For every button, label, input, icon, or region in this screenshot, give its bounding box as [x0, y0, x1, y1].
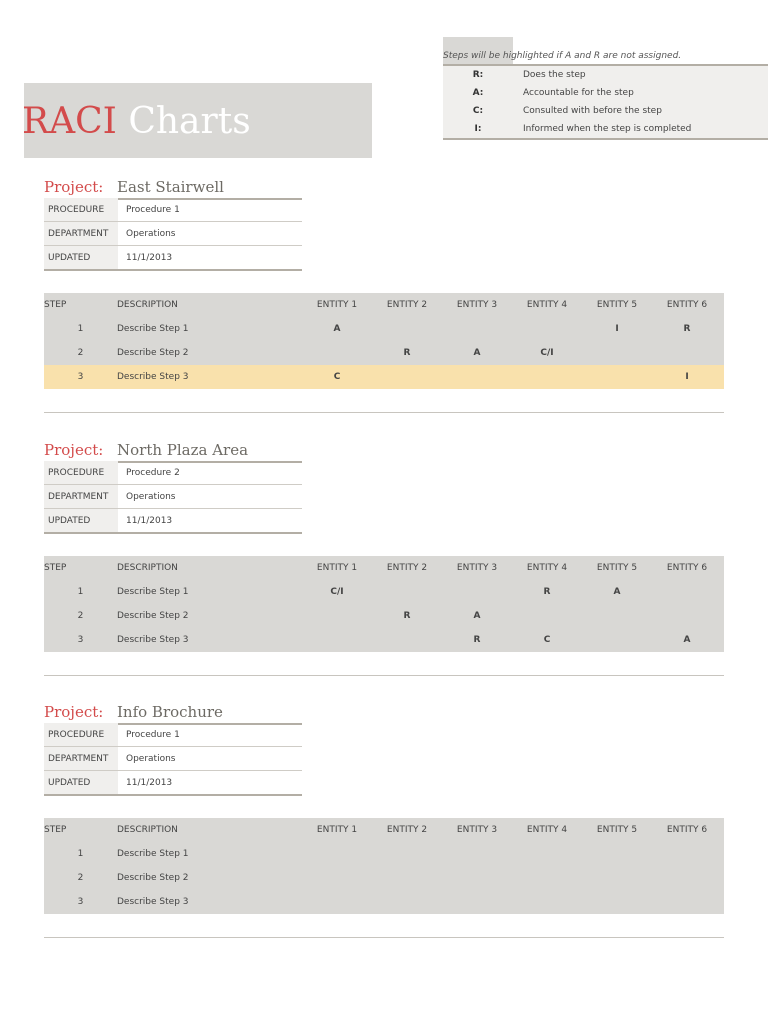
- raci-cell[interactable]: C/I: [330, 587, 344, 597]
- steps-table: [44, 818, 724, 914]
- step-description[interactable]: Describe Step 1: [117, 587, 189, 597]
- column-header-step: STEP: [44, 563, 67, 573]
- legend-desc: Informed when the step is completed: [523, 124, 692, 134]
- info-row-updated: [44, 246, 302, 271]
- column-header-entity-3: ENTITY 3: [456, 825, 498, 835]
- column-header-entity-5: ENTITY 5: [596, 825, 638, 835]
- raci-cell[interactable]: R: [403, 348, 411, 358]
- title-raci: RACI: [22, 101, 117, 142]
- updated-value[interactable]: 11/1/2013: [126, 777, 173, 788]
- info-label: PROCEDURE: [44, 198, 118, 221]
- section-divider: [44, 675, 724, 676]
- raci-cell[interactable]: C: [333, 372, 341, 382]
- step-description[interactable]: Describe Step 3: [117, 897, 189, 907]
- project-label: Project:: [44, 441, 104, 459]
- table-row: [44, 317, 724, 341]
- column-header-entity-1: ENTITY 1: [316, 825, 358, 835]
- step-number: 3: [77, 372, 84, 382]
- column-header-entity-1: ENTITY 1: [316, 563, 358, 573]
- step-number: 3: [77, 635, 84, 645]
- legend-key: I:: [474, 124, 482, 134]
- step-number: 1: [77, 324, 84, 334]
- step-number: 1: [77, 849, 84, 859]
- column-header-step: STEP: [44, 300, 67, 310]
- table-row: [44, 604, 724, 628]
- legend-row: [443, 120, 768, 138]
- section-divider: [44, 937, 724, 938]
- project-label: Project:: [44, 703, 104, 721]
- column-header-entity-2: ENTITY 2: [386, 825, 428, 835]
- table-row: [44, 866, 724, 890]
- step-number: 2: [77, 873, 84, 883]
- table-row: [44, 890, 724, 914]
- info-row-procedure: [44, 723, 302, 747]
- department-value[interactable]: Operations: [126, 753, 176, 764]
- step-description[interactable]: Describe Step 2: [117, 873, 189, 883]
- raci-cell[interactable]: C/I: [540, 348, 554, 358]
- column-header-entity-6: ENTITY 6: [666, 300, 708, 310]
- column-header-step: STEP: [44, 825, 67, 835]
- steps-table: [44, 556, 724, 652]
- column-header-description: DESCRIPTION: [117, 563, 178, 573]
- project-info-table: [44, 461, 302, 534]
- column-header-entity-5: ENTITY 5: [596, 563, 638, 573]
- raci-cell[interactable]: A: [683, 635, 691, 645]
- step-description[interactable]: Describe Step 1: [117, 324, 189, 334]
- table-row: [44, 341, 724, 365]
- project-label: Project:: [44, 178, 104, 196]
- column-header-entity-3: ENTITY 3: [456, 563, 498, 573]
- column-header-entity-3: ENTITY 3: [456, 300, 498, 310]
- step-description[interactable]: Describe Step 2: [117, 611, 189, 621]
- info-row-department: [44, 222, 302, 246]
- department-value[interactable]: Operations: [126, 228, 176, 239]
- legend-desc: Accountable for the step: [523, 88, 634, 98]
- project-heading: [44, 701, 302, 725]
- legend-desc: Does the step: [523, 70, 586, 80]
- raci-cell[interactable]: A: [333, 324, 341, 334]
- info-row-procedure: [44, 198, 302, 222]
- legend-key: R:: [472, 70, 484, 80]
- steps-header-row: [44, 556, 724, 580]
- step-number: 1: [77, 587, 84, 597]
- project-info-table: [44, 198, 302, 271]
- column-header-entity-4: ENTITY 4: [526, 300, 568, 310]
- section-divider: [44, 412, 724, 413]
- procedure-value[interactable]: Procedure 1: [126, 729, 180, 740]
- project-name[interactable]: East Stairwell: [117, 178, 224, 196]
- legend-key: C:: [472, 106, 484, 116]
- title-charts: Charts: [116, 101, 251, 142]
- info-label: UPDATED: [44, 509, 118, 532]
- legend-note: Steps will be highlighted if A and R are not assigned.: [443, 51, 682, 61]
- updated-value[interactable]: 11/1/2013: [126, 515, 173, 526]
- column-header-description: DESCRIPTION: [117, 300, 178, 310]
- legend-key: A:: [472, 88, 484, 98]
- column-header-entity-5: ENTITY 5: [596, 300, 638, 310]
- procedure-value[interactable]: Procedure 1: [126, 204, 180, 215]
- step-description[interactable]: Describe Step 1: [117, 849, 189, 859]
- legend-row: [443, 102, 768, 120]
- info-row-department: [44, 747, 302, 771]
- project-heading: [44, 439, 302, 463]
- legend-row: [443, 66, 768, 84]
- column-header-entity-4: ENTITY 4: [526, 825, 568, 835]
- steps-header-row: [44, 818, 724, 842]
- project-name[interactable]: Info Brochure: [117, 703, 223, 721]
- info-label: UPDATED: [44, 246, 118, 269]
- info-label: DEPARTMENT: [44, 485, 118, 508]
- raci-cell[interactable]: C: [543, 635, 551, 645]
- step-description[interactable]: Describe Step 3: [117, 372, 189, 382]
- project-info-table: [44, 723, 302, 796]
- info-label: PROCEDURE: [44, 461, 118, 484]
- raci-cell[interactable]: I: [615, 324, 619, 334]
- column-header-entity-6: ENTITY 6: [666, 825, 708, 835]
- procedure-value[interactable]: Procedure 2: [126, 467, 180, 478]
- page-title: [22, 100, 251, 144]
- raci-cell[interactable]: A: [473, 348, 481, 358]
- raci-cell[interactable]: A: [613, 587, 621, 597]
- raci-legend: [443, 64, 768, 140]
- info-row-department: [44, 485, 302, 509]
- table-row: [44, 842, 724, 866]
- steps-header-row: [44, 293, 724, 317]
- table-row: [44, 580, 724, 604]
- raci-cell[interactable]: R: [683, 324, 691, 334]
- project-heading: [44, 176, 302, 200]
- info-label: DEPARTMENT: [44, 747, 118, 770]
- column-header-entity-6: ENTITY 6: [666, 563, 708, 573]
- raci-cell[interactable]: R: [543, 587, 551, 597]
- step-description[interactable]: Describe Step 3: [117, 635, 189, 645]
- raci-cell[interactable]: R: [473, 635, 481, 645]
- column-header-entity-1: ENTITY 1: [316, 300, 358, 310]
- column-header-description: DESCRIPTION: [117, 825, 178, 835]
- updated-value[interactable]: 11/1/2013: [126, 252, 173, 263]
- info-row-updated: [44, 509, 302, 534]
- raci-cell[interactable]: A: [473, 611, 481, 621]
- department-value[interactable]: Operations: [126, 491, 176, 502]
- project-name[interactable]: North Plaza Area: [117, 441, 249, 459]
- step-description[interactable]: Describe Step 2: [117, 348, 189, 358]
- column-header-entity-2: ENTITY 2: [386, 300, 428, 310]
- raci-cell[interactable]: I: [685, 372, 689, 382]
- info-label: UPDATED: [44, 771, 118, 794]
- step-number: 2: [77, 611, 84, 621]
- info-row-updated: [44, 771, 302, 796]
- column-header-entity-2: ENTITY 2: [386, 563, 428, 573]
- step-number: 2: [77, 348, 84, 358]
- legend-row: [443, 84, 768, 102]
- steps-table: [44, 293, 724, 389]
- info-label: DEPARTMENT: [44, 222, 118, 245]
- column-header-entity-4: ENTITY 4: [526, 563, 568, 573]
- info-row-procedure: [44, 461, 302, 485]
- table-row: [44, 628, 724, 652]
- step-number: 3: [77, 897, 84, 907]
- raci-cell[interactable]: R: [403, 611, 411, 621]
- info-label: PROCEDURE: [44, 723, 118, 746]
- table-row: [44, 365, 724, 389]
- legend-desc: Consulted with before the step: [523, 106, 662, 116]
